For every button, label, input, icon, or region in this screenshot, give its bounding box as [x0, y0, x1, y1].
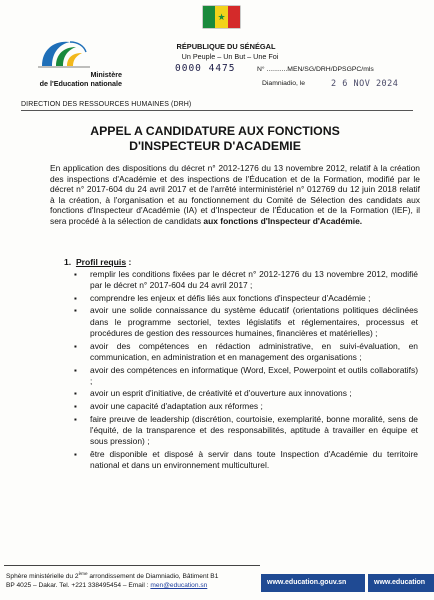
date-stamp: 2 6 NOV 2024	[331, 79, 399, 89]
address-suffix: arrondissement de Diamniadio, Bâtiment B1	[87, 573, 219, 581]
list-item: ▪ avoir une solide connaissance du système éducatif (orientations politiques déclinées dans le programme sectoriel, textes législatifs et réglementaires, processus et procédures de gestion des ressources humaines, financières et matérielles) ;	[74, 305, 418, 339]
department-name: DIRECTION DES RESSOURCES HUMAINES (DRH)	[21, 101, 192, 108]
ministry-line-1: Ministère	[90, 70, 122, 79]
title-line-2: D'INSPECTEUR D'ACADEMIE	[129, 139, 301, 153]
section-number: 1.	[64, 257, 72, 267]
flag-green-band	[203, 6, 215, 28]
star-icon: ★	[217, 11, 226, 22]
senegal-flag	[203, 6, 240, 28]
list-item: ▪ avoir un esprit d'initiative, de créativité et d'ouverture aux innovations ;	[74, 388, 418, 399]
ministry-line-2: de l'Education nationale	[39, 79, 122, 88]
footer-divider	[4, 565, 260, 566]
website-link-partial[interactable]: www.education	[368, 574, 434, 592]
footer-address	[6, 571, 218, 580]
list-item: ▪ avoir une capacité d'adaptation aux réformes ;	[74, 401, 418, 412]
document-title	[40, 124, 390, 154]
intro-text: En application des dispositions du décret n° 2012-1276 du 13 novembre 2012, relatif à la création des inspections d'Académie et des inspections de l'Éducation et de la Formation, modifié par le décret n° 2017-604 du 24 avril 2017 et de l'arrêté interministériel n° 012769 du 12 juin 2018 relatif à la création, à l'organisation et au fonctionnement du Comité de Sélection des candidats aux fonctions d'Inspecteur d'Académie (IA) et d'Inspecteur de l'Éducation et de la Formation (IEF), il sera procédé à la sélection de candidats	[50, 163, 420, 226]
department-divider	[21, 110, 413, 111]
list-item: ▪ avoir des compétences en informatique (Word, Excel, Powerpoint et outils collaboratifs) ;	[74, 365, 418, 388]
address-superscript: ème	[78, 571, 88, 576]
title-line-1: APPEL A CANDIDATURE AUX FONCTIONS	[90, 124, 340, 138]
list-item: ▪ être disponible et disposé à servir dans toute Inspection d'Académie du territoire national et dans un environnement multiculturel.	[74, 449, 418, 472]
website-link[interactable]: www.education.gouv.sn	[261, 574, 365, 592]
list-item: ▪ comprendre les enjeux et défis liés aux fonctions d'inspecteur d'Académie ;	[74, 293, 418, 304]
list-item: ▪ faire preuve de leadership (discrétion, courtoisie, exemplarité, bonne moralité, sens de l'équité, de la transparence et des responsabilités, aptitude à travailler en équipe et sous pression) ;	[74, 414, 418, 448]
contact-text: BP 4025 – Dakar. Tel. +221 338495454 – Email :	[6, 582, 151, 589]
intro-bold-text: aux fonctions d'Inspecteur d'Académie.	[203, 215, 363, 226]
address-prefix: Sphère ministérielle du 2	[6, 573, 79, 581]
reference-number: N° ...........MEN/SG/DRH/DPSGPC/mls	[257, 66, 374, 73]
list-item: ▪ remplir les conditions fixées par le décret n° 2012-1276 du 13 novembre 2012, modifié par le décret n° 2017-604 du 24 avril 2017 ;	[74, 269, 418, 292]
republic-name: RÉPUBLIQUE DU SÉNÉGAL	[176, 42, 276, 51]
intro-paragraph	[50, 163, 420, 227]
flag-yellow-band	[215, 6, 227, 28]
national-motto: Un Peuple – Un But – Une Foi	[181, 52, 279, 61]
ministry-name	[22, 70, 122, 88]
requirements-list	[74, 269, 418, 473]
serial-number-stamp: 0000 4475	[175, 63, 236, 74]
list-item: ▪ avoir des compétences en rédaction administrative, en suivi-évaluation, en communication, en administration et en management des organisations ;	[74, 341, 418, 364]
section-colon: :	[126, 257, 132, 267]
email-link[interactable]: men@education.sn	[150, 582, 208, 589]
section-title: Profil requis	[75, 257, 127, 267]
ministry-logo-icon	[34, 36, 94, 72]
section-heading	[64, 257, 131, 267]
flag-red-band	[228, 6, 240, 28]
place-date-label: Diamniadio, le	[262, 80, 306, 87]
footer-contact	[6, 582, 207, 589]
